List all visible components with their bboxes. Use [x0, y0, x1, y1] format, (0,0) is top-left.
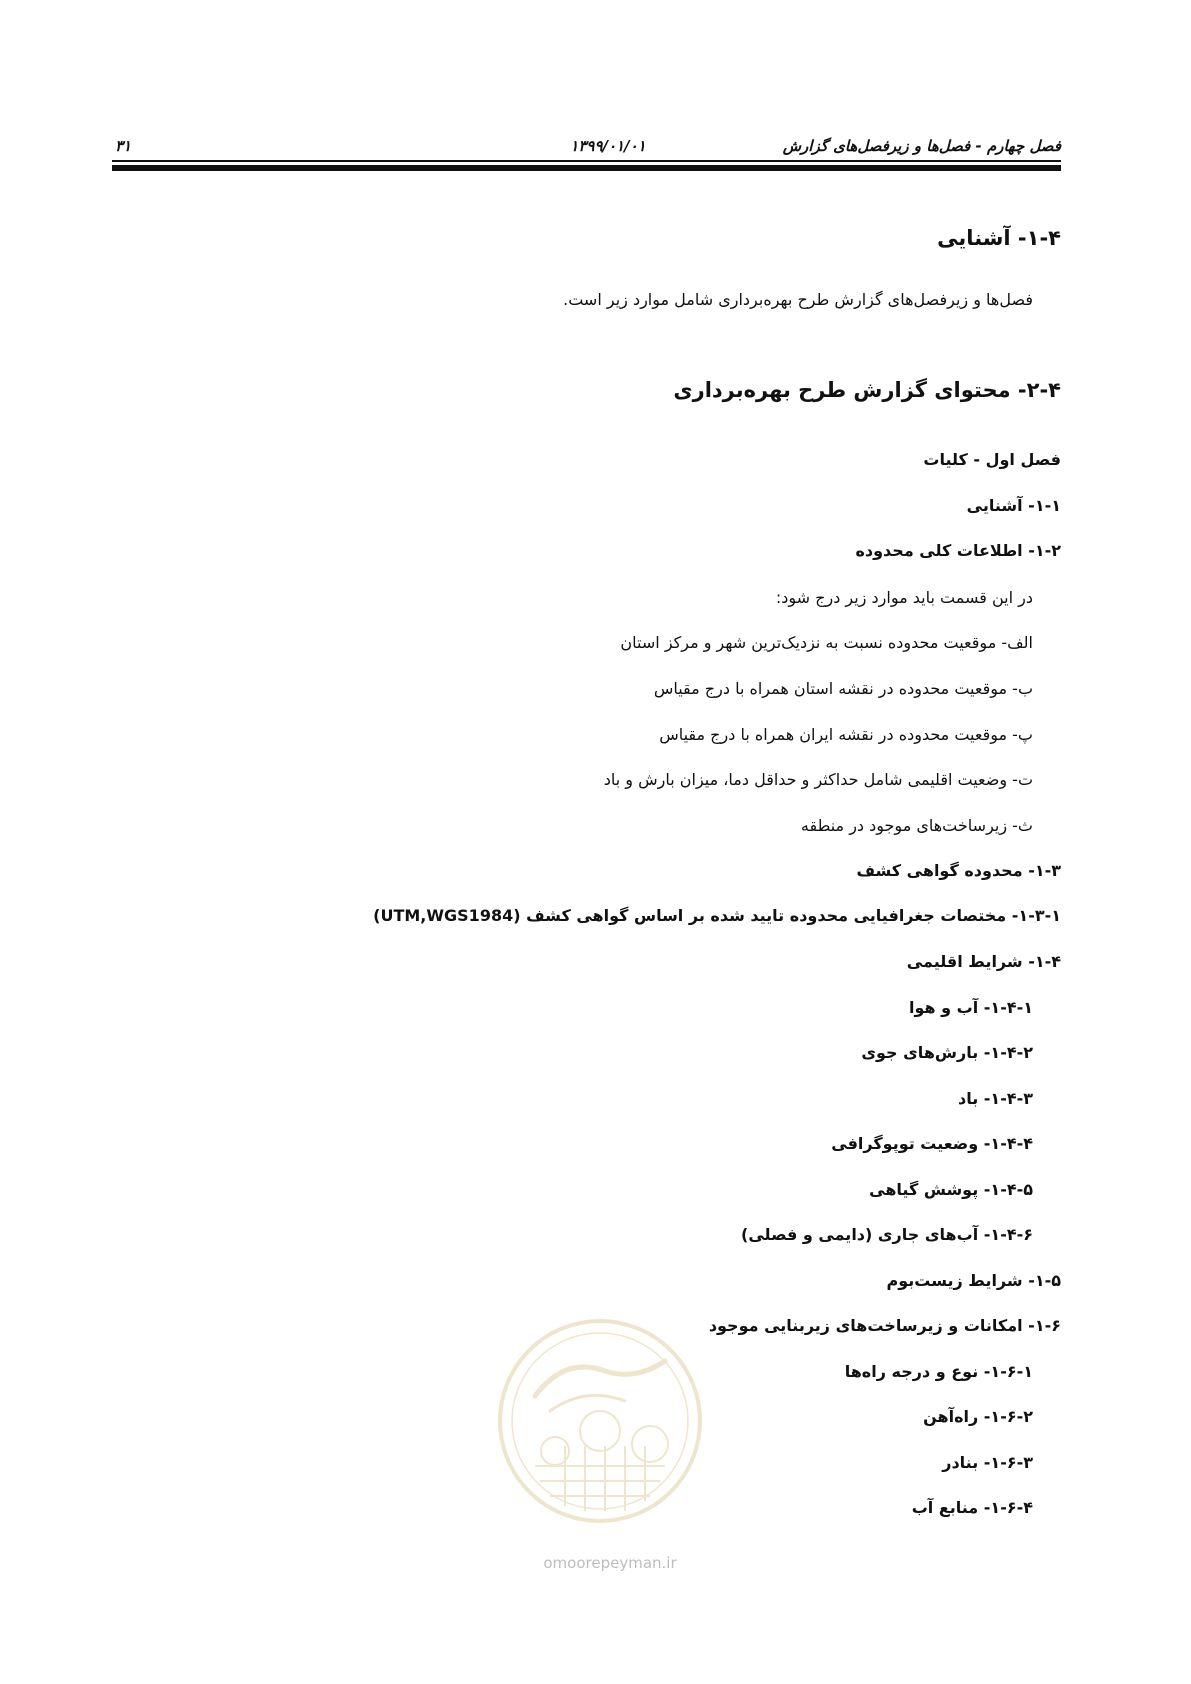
outline-item-1-1: ۱-۱- آشنایی	[966, 496, 1061, 515]
intro-paragraph: فصل‌ها و زیرفصل‌های گزارش طرح بهره‌برداری شامل موارد زیر است.	[563, 290, 1033, 309]
outline-item-1-6-3: ۱-۶-۳- بنادر	[942, 1453, 1033, 1472]
outline-item-1-5: ۱-۵- شرایط زیست‌بوم	[886, 1271, 1061, 1290]
outline-item-1-3-1: ۱-۳-۱- مختصات جغرافیایی محدوده تایید شده بر اساس گواهی کشف (UTM,WGS1984)	[373, 906, 1061, 925]
outline-item-1-2: ۱-۲- اطلاعات کلی محدوده	[855, 541, 1061, 560]
chapter-title: فصل اول - کلیات	[923, 450, 1061, 469]
header-rule-thin	[112, 160, 1061, 162]
outline-item-1-4-2: ۱-۴-۲- بارش‌های جوی	[861, 1043, 1033, 1062]
list-item: ب- موقعیت محدوده در نقشه استان همراه با درج مقیاس	[653, 679, 1033, 698]
list-item: پ- موقعیت محدوده در نقشه ایران همراه با درج مقیاس	[659, 725, 1033, 744]
list-item: ت- وضعیت اقلیمی شامل حداکثر و حداقل دما، میزان بارش و باد	[603, 770, 1033, 789]
list-item: الف- موقعیت محدوده نسبت به نزدیک‌ترین شهر و مرکز استان	[620, 633, 1033, 652]
intro-text: در این قسمت باید موارد زیر درج شود:	[775, 588, 1033, 607]
outline-item-1-6: ۱-۶- امکانات و زیرساخت‌های زیربنایی موجود	[708, 1316, 1061, 1335]
page-number: ۳۱	[115, 137, 132, 155]
outline-item-1-4-3: ۱-۴-۳- باد	[957, 1089, 1033, 1108]
header-rule-thick	[112, 165, 1061, 171]
list-item: ث- زیرساخت‌های موجود در منطقه	[800, 816, 1033, 835]
outline-item-1-4-4: ۱-۴-۴- وضعیت توپوگرافی	[831, 1134, 1033, 1153]
outline-item-1-6-1: ۱-۶-۱- نوع و درجه راه‌ها	[844, 1362, 1033, 1381]
watermark-stamp-logo	[495, 1316, 705, 1526]
outline-item-1-4-6: ۱-۴-۶- آب‌های جاری (دایمی و فصلی)	[741, 1225, 1033, 1244]
outline-item-1-6-2: ۱-۶-۲- راه‌آهن	[923, 1407, 1033, 1426]
outline-item-1-4-5: ۱-۴-۵- پوشش گیاهی	[869, 1180, 1033, 1199]
section-heading-4-1: ۱-۴- آشنایی	[937, 226, 1061, 250]
section-heading-4-2: ۲-۴- محتوای گزارش طرح بهره‌برداری	[673, 378, 1061, 402]
outline-item-1-6-4: ۱-۶-۴- منابع آب	[911, 1498, 1033, 1517]
watermark-site-text: omoorepeyman.ir	[543, 1554, 677, 1572]
outline-item-1-4: ۱-۴- شرایط اقلیمی	[906, 952, 1061, 971]
running-header-date: ۱۳۹۹/۰۱/۰۱	[570, 137, 646, 155]
outline-item-1-3: ۱-۳- محدوده گواهی کشف	[856, 861, 1061, 880]
running-header-chapter: فصل چهارم - فصل‌ها و زیرفصل‌های گزارش	[782, 137, 1061, 155]
outline-item-1-4-1: ۱-۴-۱- آب و هوا	[908, 998, 1033, 1017]
